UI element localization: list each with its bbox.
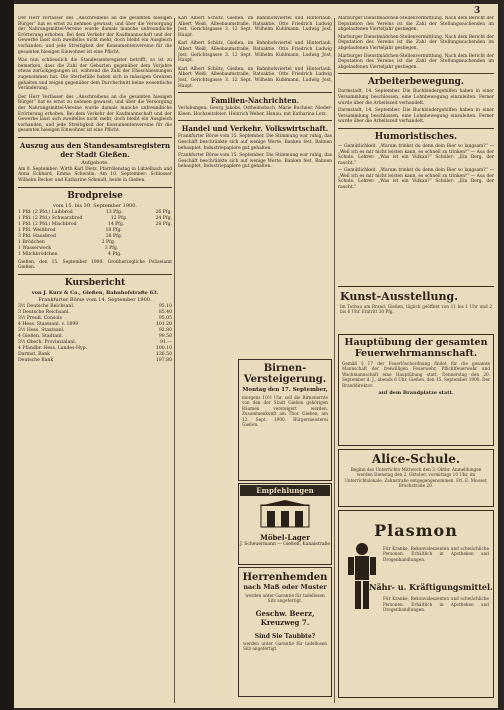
alice-schule-text: Beginn des Unterrichts Mittwoch den 3. Oktbr. Anmeldungen werden Dienstag den 2. Oktober, vormittags 10 Uhr, im Unterrichtslokale, Zahnstraße entgegengenommen. Frl. E. Mooser, Bruchstraße 20. — [344, 467, 488, 489]
stock-name: 3½ Oberh. Provinzialanl. — [18, 339, 77, 345]
feuerwehr-text: Gemäß § 17 der Feuerlöschordnung findet für die gesamte Mannschaft der freiwilligen Feuerwehr, Pflichtfeuerwehr und Wachmannschaft eine Hauptübung statt, Donnerstag den 20. September d. J., abends 6 Uhr. Gießen, den 15. September 1900. Der Branddirektor. — [342, 361, 490, 388]
herrenhemden-heading: Herrenhemden — [242, 572, 328, 583]
stock-quote-row — [18, 358, 172, 364]
bread-item-price: 24 Pfg. — [155, 215, 172, 221]
section-divider — [178, 92, 332, 93]
stock-value: 85.40 — [158, 309, 172, 315]
stock-name: 4 Gießen. Stadtanl. — [18, 333, 64, 339]
bread-subheading: vom 15. bis 30. September 1900. — [53, 202, 137, 209]
intro-paragraph: Der Herr Verfasser des „Anschreibens an die gesamten hiesigen Bürger“ hat es ernst zu nehmen gewusst; und über die Versorgung der Nahrungsmittel-Vereine wurde damals manche unfreundliche Erörterung erhoben. Bei dem Verkehr der Kaufmannschaft und der Gewerbe lässt sich zweifellos nicht mehr, doch bleibt ein Ausgleich vorhanden, und jede Streitigkeit der Konsumentenvereine für die gesamten hiesigen Einwohner ist eine Pflicht. — [18, 16, 172, 55]
kunst-ad — [338, 286, 494, 330]
work-text: Darmstadt, 14. September. Die Buchbindergehilfen haben in einer Versammlung beschlossen, eine Lohnbewegung einzuleiten. Ferner wurde über die Arbeitszeit verhandelt. — [338, 89, 494, 106]
stock-value: 101.20 — [155, 321, 172, 327]
section-divider — [18, 274, 172, 275]
column-middle — [178, 16, 332, 170]
stock-name: Darmst. Bank — [18, 351, 50, 357]
humor-text: — Gemütlichkeit. „Warum trinkst du denn dein Bier so langsam?“ — „Weil ich es mir nicht leisten kann, es schnell zu trinken!“ — Aus der Schule. Lehrer: „Was ist ein Vulkan?“ Schüler: „Ein Berg, der raucht.“ — [338, 143, 494, 166]
page-binding-edge — [0, 0, 14, 710]
bread-footer: Gießen, den 15. September 1900. Großherzogliche Polizeiamt Gießen. — [18, 259, 172, 271]
stock-value: 99.50 — [158, 333, 172, 339]
bread-heading: Brodpreise — [67, 190, 123, 201]
register-subheading: Aufgebote. — [81, 159, 109, 166]
bread-item-price: 4 Pfg. — [108, 251, 122, 257]
top-paragraph: Karl Albert Schütz, Gießen, im Bahnhofsviertel und Hinterlaub, Albert Weiß, Alleebaumstraße, Ratsaktie. Otto Friedrich Ludwig Jost, Gerichtsgasse 3. 12 Sept. Wilhelm Kuhlmann, Ludwig Jost, Haupt. — [178, 41, 332, 64]
column-left — [18, 16, 172, 364]
stock-name: 4 Hess. Staatsanl. v. 1899 — [18, 321, 79, 327]
bread-item-label: 1 Brödchen — [18, 239, 45, 245]
top-paragraph: Karl Albert Schütz, Gießen, im Bahnhofsviertel und Hinterlaub, Albert Weiß, Alleebaumstraße, Ratsaktie. Otto Friedrich Ludwig Jost, Gerichtsgasse 3. 12 Sept. Wilhelm Kuhlmann, Ludwig Jost, Haupt. — [178, 16, 332, 38]
stock-name: 4 Pfandbr. Hess. Landes-Hyp. — [18, 345, 88, 351]
stock-value: 100.10 — [155, 345, 172, 351]
plasmon-sub: Nähr- u. Kräftigungsmittel. — [369, 582, 493, 593]
stock-value: 91.— — [160, 339, 172, 345]
stock-value: 95.05 — [158, 315, 172, 321]
humor-heading: Humoristisches. — [374, 131, 458, 142]
top-paragraph: Marburger Dienstmädchen-Stellenvermittlung. Nach dem Bericht der Deputation des Vereins ist die Zahl der Stellungssuchenden im abgelaufenen Vierteljahr gestiegen. — [338, 53, 494, 70]
page-number: 3 — [474, 6, 481, 16]
kurs-subheading: von J. Kurz & Co., Gießen, Bahnhofstraße 63. — [31, 289, 159, 296]
work-heading: Arbeiterbewegung. — [367, 77, 465, 88]
top-paragraph: Karl Albert Schütz, Gießen, im Bahnhofsviertel und Hinterlaub, Albert Weiß, Alleebaumstraße, Ratsaktie. Otto Friedrich Ludwig Jost, Gerichtsgasse 3. 12 Sept. Wilhelm Kuhlmann, Ludwig Jost, Haupt. — [178, 66, 332, 89]
kurs-heading: Kursbericht — [64, 277, 126, 288]
birnen-heading: Birnen-Versteigerung. — [243, 363, 327, 385]
bread-item-price: 12 Pfg. — [110, 215, 128, 221]
bread-item-label: 1 Pfd. (2 Pfd.) Mischbrod — [18, 221, 77, 227]
stock-name: 3½ Hess. Staatsanl. — [18, 327, 65, 333]
column-rule — [174, 18, 175, 703]
herrenhemden-firm: Geschw. Beerz, Kreuzweg 7. — [255, 608, 315, 627]
furniture-store-illustration — [255, 499, 315, 529]
moebel-heading: Möbel-Lager — [260, 533, 310, 542]
section-divider — [18, 137, 172, 138]
family-heading: Familien-Nachrichten. — [210, 96, 300, 106]
stock-value: 92.80 — [158, 327, 172, 333]
moebel-ad — [238, 483, 332, 565]
empfehlung-banner: Empfehlungen — [240, 485, 330, 496]
bread-item-price: 3 Pfg. — [104, 245, 119, 251]
feuerwehr-ad — [338, 334, 494, 446]
bread-price-table — [18, 210, 172, 258]
stock-name: 3½ Deutsche Reichsanl. — [18, 303, 75, 309]
register-text: Am 8. September: Wirth Karl Dietz, Pfarrdienstag in Lützelbach und Anna Eckhard, Emma Schwalm. Am 10. September: Schlosser Wilhelm Becker und Katharine Schmidt, beide in Gießen. — [18, 166, 172, 184]
trade-text: Frankfurter Börse vom 15. September. Die Stimmung war ruhig, das Geschäft beschränkte sich auf wenige Werte. Banken fest, Bahnen behauptet, Industriepapiere gut gehalten. — [178, 153, 332, 170]
plasmon-ad — [338, 510, 494, 698]
birnen-ad — [238, 359, 332, 481]
body-paragraph: Was nun schliesslich die Standesamtsregister betrifft, so ist zu bemerken, dass die Zahl der Geburten gegenüber dem Vorjahre etwas zurückgegangen ist, während die Zahl der Eheschliessungen zugenommen hat. Die Sterbefälle haben sich in mässigen Grenzen gehalten und zeigen gegenüber dem Durchschnitt keine wesentliche Veränderung. — [18, 58, 172, 92]
taubbte-text: werden unter Garantie für tadellosen Sitz angefertigt. — [243, 640, 327, 652]
bread-item-label: 3 Pfd. Hausbrod — [18, 233, 56, 239]
section-divider — [18, 187, 172, 188]
stock-name: 3 Deutsche Reichsanl. — [18, 309, 70, 315]
taubbte-heading: Sind Sie Taubbte? — [254, 632, 316, 640]
stock-quote-table — [18, 304, 172, 364]
top-paragraph: Marburger Dienstmädchen-Stellenvermittlung. Nach dem Bericht der Deputation des Vereins ist die Zahl der Stellungssuchenden im abgelaufenen Vierteljahr gestiegen. — [338, 34, 494, 51]
bread-item-price: 38 Pfg. — [105, 233, 123, 239]
section-divider — [178, 120, 332, 121]
bread-price-row — [18, 252, 172, 258]
newspaper-page — [14, 4, 498, 708]
feuerwehr-heading: Hauptübung der gesamten Feuerwehrmannschaft. — [344, 337, 488, 359]
bread-item-label: 1 Milchbrödchen — [18, 251, 58, 257]
stock-value: 95.10 — [158, 303, 172, 309]
stock-name: 3½ Preuß. Consols — [18, 315, 62, 321]
section-divider — [338, 73, 494, 74]
body-paragraph: Der Herr Verfasser des „Anschreibens an die gesamten hiesigen Bürger“ hat es ernst zu nehmen gewusst; und über die Versorgung der Nahrungsmittel-Vereine wurde damals manche unfreundliche Erörterung erhoben. Bei dem Verkehr der Kaufmannschaft und der Gewerbe lässt sich zweifellos nicht mehr, doch bleibt ein Ausgleich vorhanden, und jede Streitigkeit der Konsumentenvereine für die gesamten hiesigen Einwohner ist eine Pflicht. — [18, 94, 172, 134]
bread-item-price: 2 Pfg. — [101, 239, 116, 245]
bread-item-label: 1 Pfd. (2 Pfd.) Laibbrod — [18, 209, 73, 215]
bread-item-price: 28 Pfg. — [155, 221, 172, 227]
birnen-date: Montag den 17. September, — [242, 387, 328, 393]
moebel-sub: J. Scheuermann — Gießen, Kanalstraße — [239, 542, 331, 547]
alice-schule-ad — [338, 449, 494, 507]
bread-item-price: 14 Pfg. — [107, 221, 125, 227]
work-text: Darmstadt, 14. September. Die Buchbindergehilfen haben in einer Versammlung beschlossen, eine Lohnbewegung einzuleiten. Ferner wurde über die Arbeitszeit verhandelt. — [338, 108, 494, 125]
stock-value: 126.50 — [155, 351, 172, 357]
humor-text: — Gemütlichkeit. „Warum trinkst du denn dein Bier so langsam?“ — „Weil ich es mir nicht leisten kann, es schnell zu trinken!“ — Aus der Schule. Lehrer: „Was ist ein Vulkan?“ Schüler: „Ein Berg, der raucht.“ — [338, 168, 494, 191]
plasmon-text: Für Kranke, Rekonvaleszenten und schwächliche Personen. Erhältlich in Apotheken und Drogenhandlungen. — [383, 546, 489, 562]
top-paragraph: Marburger Dienstmädchen-Stellenvermittlung. Nach dem Bericht der Deputation des Vereins ist die Zahl der Stellungssuchenden im abgelaufenen Vierteljahr gestiegen. — [338, 16, 494, 33]
bread-item-label: 1 Pfd. Weißbrod — [18, 227, 56, 233]
trade-text: Frankfurter Börse vom 15. September. Die Stimmung war ruhig, das Geschäft beschränkte sich auf wenige Werte. Banken fest, Bahnen behauptet, Industriepapiere gut gehalten. — [178, 134, 332, 151]
bread-item-price: 18 Pfg. — [105, 227, 122, 233]
plasmon-text: Für Kranke, Rekonvaleszenten und schwächliche Personen. Erhältlich in Apotheken und Drogenhandlungen. — [383, 596, 489, 613]
stock-value: 197.80 — [155, 357, 172, 363]
bread-item-price: 13 Pfg. — [105, 209, 123, 215]
section-divider — [338, 128, 494, 129]
herrenhemden-ad — [238, 567, 332, 697]
kunst-heading: Kunst-Ausstellung. — [340, 290, 459, 303]
bread-item-price: 26 Pfg. — [155, 209, 172, 215]
stock-name: Deutsche Bank — [18, 357, 54, 363]
herrenhemden-sub: nach Maß oder Muster — [243, 583, 327, 591]
birnen-text: morgens 10½ Uhr, soll die Birnenernte von den der Stadt Gießen gehörigen Bäumen versteigert werden. Zusammenkunft am Thor. Gießen, am 12. Sept. 1900. Bürgermeisterei Gießen. — [242, 395, 328, 428]
athlete-figure-illustration — [345, 541, 379, 613]
bread-item-label: 1 Wasserweck — [18, 245, 52, 251]
column-rule — [334, 18, 335, 703]
trade-heading: Handel und Verkehr. Volkswirtschaft. — [181, 124, 329, 134]
herrenhemden-text: werden unter Garantie für tadellosen Sitz angefertigt. — [245, 593, 325, 604]
alice-schule-heading: Alice-Schule. — [371, 452, 461, 466]
kunst-text: Im Torbau am Brand, Gießen, täglich geöffnet von 11 bis 1 Uhr und 2 bis 6 Uhr. Eintritt 30 Pfg. — [340, 304, 492, 315]
family-text: Verlobungen: Georg Jakobs, Ostheimsbach, Marie Buchner, Nieder-Kleen. Hochzeitsfeier: Heinrich Weber, Hanau, mit Katharina Lotz. — [178, 106, 332, 117]
feuerwehr-place: auf dem Brandplatze statt. — [378, 390, 454, 397]
column-right — [338, 16, 494, 191]
plasmon-heading: Plasmon — [374, 521, 458, 540]
register-heading: Auszug aus den Standesamtsregistern der Stadt Gießen. — [19, 140, 171, 159]
bread-item-label: 1 Pfd. (2 Pfd.) Schwarzbrod — [18, 215, 83, 221]
kurs-date: Frankfurter Börse vom 14. September 1900. — [38, 296, 152, 303]
